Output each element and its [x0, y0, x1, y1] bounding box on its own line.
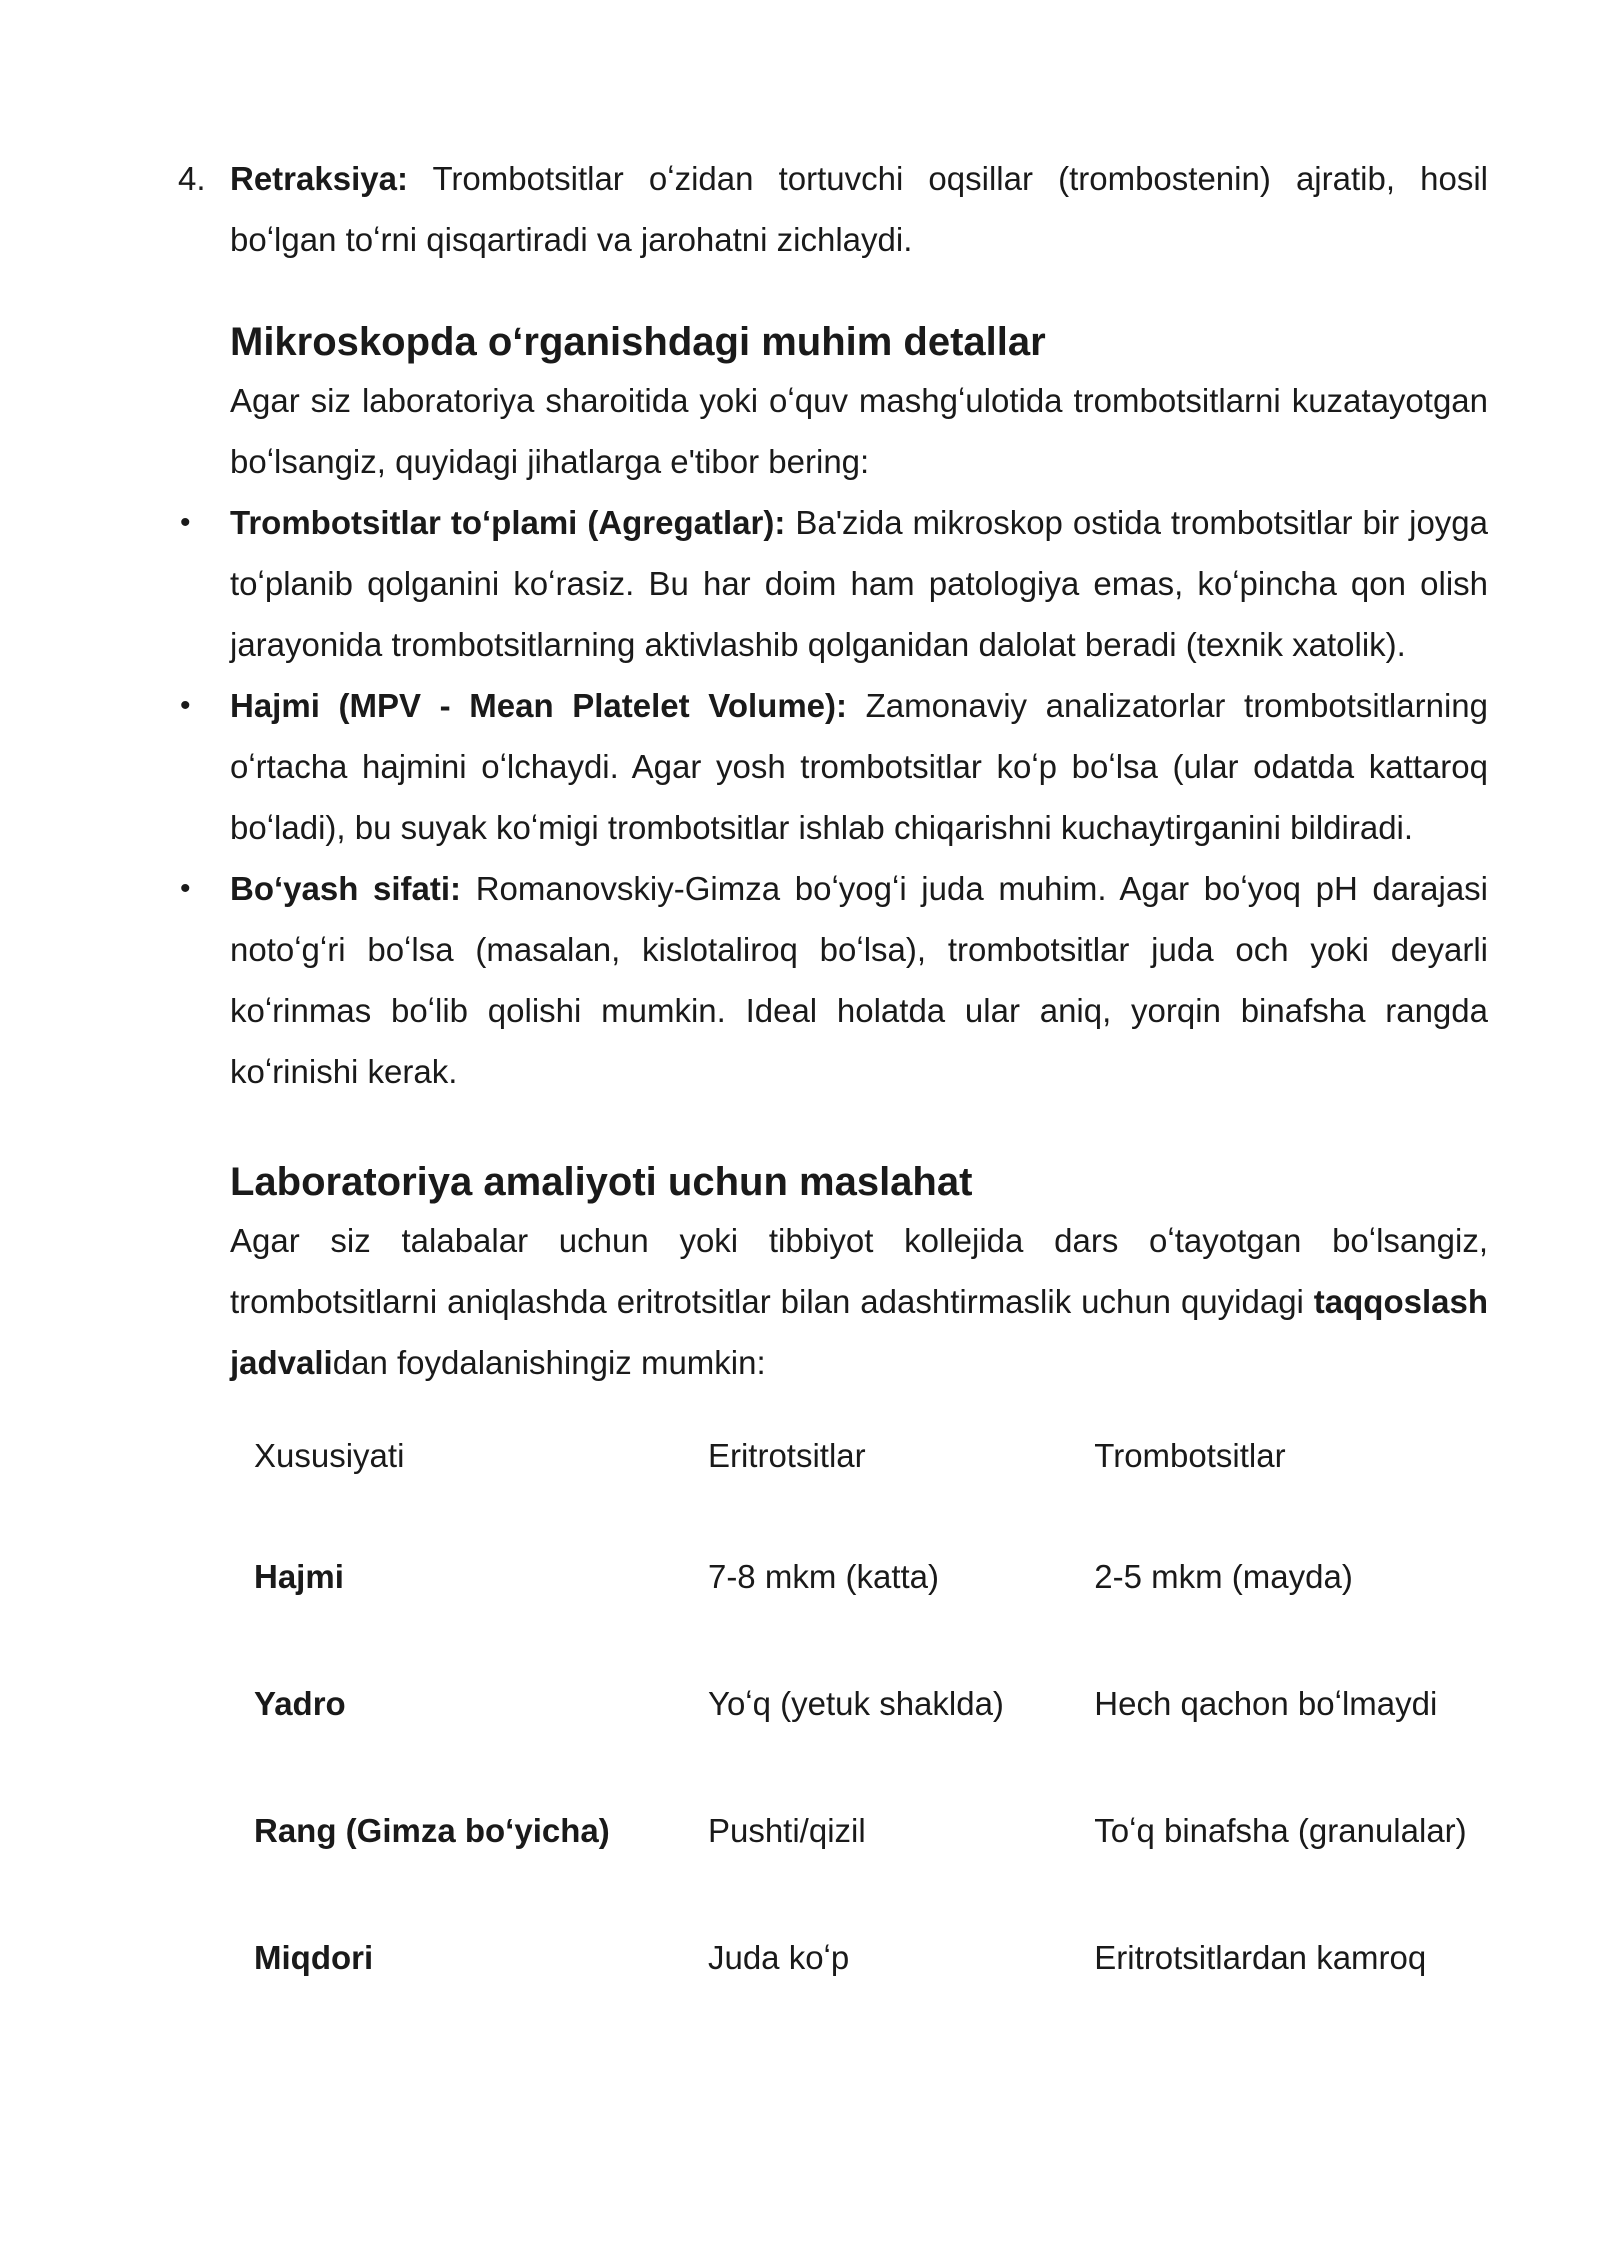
bullet-body: Zamonaviy analizatorlar trombotsitlarning oʻrtacha hajmini oʻlchaydi. Agar yosh trombotsitlar koʻp boʻlsa (ular odatda kattaroq boʻladi), bu suyak koʻmigi trombotsitlar ishlab chiqarishni kuchaytirganini bildiradi. — [230, 687, 1488, 846]
table-header-cell: Trombotsitlar — [1094, 1437, 1286, 1474]
table-row-label — [230, 1513, 708, 1640]
bullet-item — [180, 858, 1488, 1102]
bullet-text — [230, 492, 1488, 675]
row-label-text: Hajmi — [254, 1557, 344, 1595]
table-cell: Toʻq binafsha (granulalar) — [1094, 1811, 1467, 1849]
section-heading-microscope: Mikroskopda oʻrganishdagi muhim detallar — [230, 320, 1046, 364]
table-header-row — [230, 1399, 1488, 1513]
table-cell: Eritrotsitlardan kamroq — [1094, 1938, 1427, 1976]
table-row-label — [230, 1640, 708, 1767]
row-label-text: Yadro — [254, 1684, 346, 1722]
document-content — [178, 148, 1488, 2021]
item-body: Trombotsitlar oʻzidan tortuvchi oqsillar (trombostenin) ajratib, hosil boʻlgan toʻrni qisqartiradi va jarohatni zichlaydi. — [230, 160, 1488, 258]
row-label-text: Miqdori — [254, 1938, 374, 1976]
bullet-label: Boʻyash sifati: — [230, 870, 462, 907]
table-cell: Pushti/qizil — [707, 1811, 866, 1849]
table-row — [230, 1767, 1488, 1894]
table-cell: Yoʻq (yetuk shaklda) — [707, 1684, 1004, 1722]
row-label-text: Rang (Gimza boʻyicha) — [254, 1811, 610, 1849]
table-row — [230, 1640, 1488, 1767]
list-number: 4. — [178, 160, 206, 197]
table-cell: 7-8 mkm (katta) — [707, 1557, 940, 1595]
table-cell: Hech qachon boʻlmaydi — [1094, 1684, 1438, 1722]
table-row — [230, 1513, 1488, 1640]
intro-text: Agar siz talabalar uchun yoki tibbiyot kollejida dars oʻtayotgan boʻlsangiz, trombotsitlarni aniqlashda eritrotsitlar bilan adashtirmaslik uchun quyidagi — [230, 1222, 1488, 1320]
bullet-text — [230, 675, 1488, 858]
section-heading-lab-tip: Laboratoriya amaliyoti uchun maslahat — [230, 1160, 973, 1204]
table-header-cell: Xususiyati — [254, 1437, 405, 1474]
bullet-body: Ba'zida mikroskop ostida trombotsitlar bir joyga toʻplanib qolganini koʻrasiz. Bu har doim ham patologiya emas, koʻpincha qon olish jarayonida trombotsitlarning aktivlashib qolganidan dalolat beradi (texnik xatolik). — [230, 504, 1488, 663]
intro-text-end: dan foydalanishingiz mumkin: — [332, 1344, 766, 1381]
table-header-cell: Eritrotsitlar — [707, 1437, 866, 1474]
table-row-label — [230, 1894, 708, 2021]
bullet-body: Romanovskiy-Gimza boʻyogʻi juda muhim. Agar boʻyoq pH darajasi notoʻgʻri boʻlsa (masalan, kislotaliroq boʻlsa), trombotsitlar juda och yoki deyarli koʻrinmas boʻlib qolishi mumkin. Ideal holatda ular aniq, yorqin binafsha rangda koʻrinishi kerak. — [230, 870, 1488, 1090]
bullet-marker: • — [180, 689, 191, 722]
bullet-label: Trombotsitlar toʻplami (Agregatlar): — [230, 504, 786, 541]
table-row — [230, 1894, 1488, 2021]
bullet-text — [230, 858, 1488, 1102]
table-row-label — [230, 1767, 708, 1894]
bullet-item — [180, 675, 1488, 858]
numbered-item-4 — [178, 148, 1488, 270]
bullet-label: Hajmi (MPV - Mean Platelet Volume): — [230, 687, 847, 724]
section-intro-lab-tip — [230, 1210, 1488, 1393]
comparison-table — [230, 1399, 1488, 2021]
section-intro-microscope: Agar siz laboratoriya sharoitida yoki oʻquv mashgʻulotida trombotsitlarni kuzatayotgan boʻlsangiz, quyidagi jihatlarga e'tibor bering: — [230, 382, 1488, 480]
bullet-item — [180, 492, 1488, 675]
bullet-marker: • — [180, 872, 191, 905]
numbered-item-text — [230, 148, 1488, 270]
table-cell: Juda koʻp — [707, 1938, 850, 1976]
bullet-marker: • — [180, 506, 191, 539]
table-cell: 2-5 mkm (mayda) — [1094, 1557, 1353, 1595]
intro-bold-text: taqqoslash jadvali — [230, 1283, 1488, 1381]
item-label: Retraksiya: — [230, 160, 408, 197]
